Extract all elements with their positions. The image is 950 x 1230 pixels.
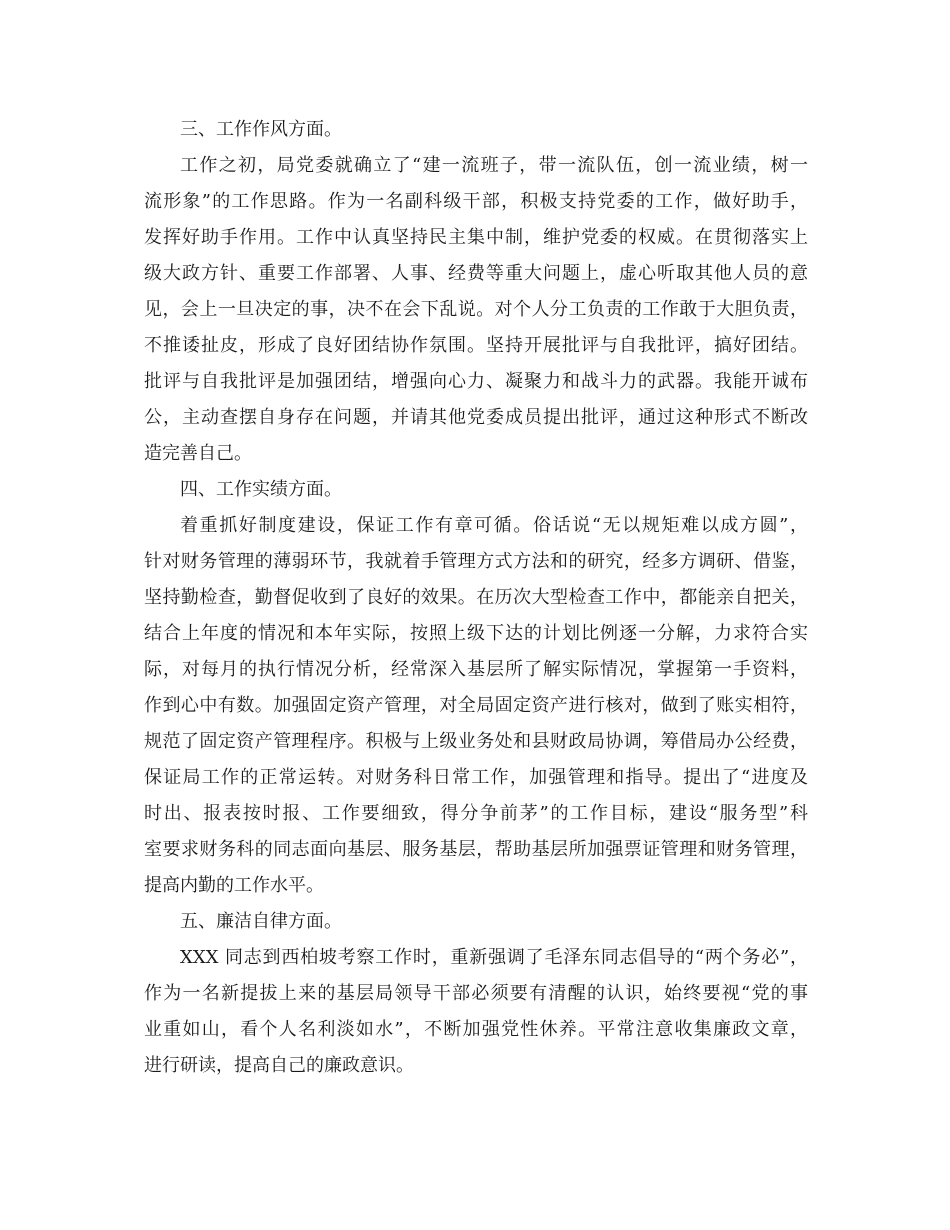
document-body [144,112,808,1084]
text-line: 着重抓好制度建设，保证工作有章可循。俗话说“无以规矩难以成方圆”， [180,515,808,536]
text-line: 规范了固定资产管理程序。积极与上级业务处和县财政局协调，筹借局办公经费， [144,731,808,752]
text-line: 流形象”的工作思路。作为一名副科级干部，积极支持党委的工作，做好助手， [144,191,808,212]
text-line: 室要求财务科的同志面向基层、服务基层，帮助基层所加强票证管理和财务管理， [144,839,808,860]
text-line: 不推诿扯皮，形成了良好团结协作氛围。坚持开展批评与自我批评，搞好团结。 [144,335,808,356]
text-line: 提高内勤的工作水平。 [144,875,324,896]
text-line: 工作之初，局党委就确立了“建一流班子，带一流队伍，创一流业绩，树一 [180,155,808,176]
text-line: 坚持勤检查，勤督促收到了良好的效果。在历次大型检查工作中，都能亲自把关， [144,587,808,608]
section-integrity [144,904,808,1084]
text-line: XXX 同志到西柏坡考察工作时，重新强调了毛泽东同志倡导的“两个务必”， [180,947,808,968]
text-line: 进行研读，提高自己的廉政意识。 [144,1055,414,1076]
text-line: 时出、报表按时报、工作要细致，得分争前茅”的工作目标，建设“服务型”科 [144,803,808,824]
text-line: 际，对每月的执行情况分析，经常深入基层所了解实际情况，掌握第一手资料， [144,659,808,680]
text-line: 业重如山，看个人名利淡如水”，不断加强党性休养。平常注意收集廉政文章， [144,1019,808,1040]
text-line: 作为一名新提拔上来的基层局领导干部必须要有清醒的认识，始终要视“党的事 [144,983,808,1004]
text-line: 作到心中有数。加强固定资产管理，对全局固定资产进行核对，做到了账实相符， [144,695,808,716]
section-heading: 三、工作作风方面。 [180,119,342,140]
text-line: 级大政方针、重要工作部署、人事、经费等重大问题上，虚心听取其他人员的意 [144,263,808,284]
section-heading: 四、工作实绩方面。 [180,479,342,500]
section-work-achievements [144,472,808,904]
section-heading: 五、廉洁自律方面。 [180,911,342,932]
text-line: 公，主动查摆自身存在问题，并请其他党委成员提出批评，通过这种形式不断改 [144,407,808,428]
text-line: 批评与自我批评是加强团结，增强向心力、凝聚力和战斗力的武器。我能开诚布 [144,371,808,392]
body-paragraph [144,148,808,472]
text-line: 造完善自己。 [144,443,252,464]
text-line: 针对财务管理的薄弱环节，我就着手管理方式方法和的研究，经多方调研、借鉴， [144,551,808,572]
section-work-style [144,112,808,472]
text-line: 发挥好助手作用。工作中认真坚持民主集中制，维护党委的权威。在贯彻落实上 [144,227,808,248]
body-paragraph [144,940,808,1084]
text-line: 保证局工作的正常运转。对财务科日常工作，加强管理和指导。提出了“进度及 [144,767,808,788]
text-line: 结合上年度的情况和本年实际，按照上级下达的计划比例逐一分解，力求符合实 [144,623,808,644]
body-paragraph [144,508,808,904]
text-line: 见，会上一旦决定的事，决不在会下乱说。对个人分工负责的工作敢于大胆负责， [144,299,808,320]
